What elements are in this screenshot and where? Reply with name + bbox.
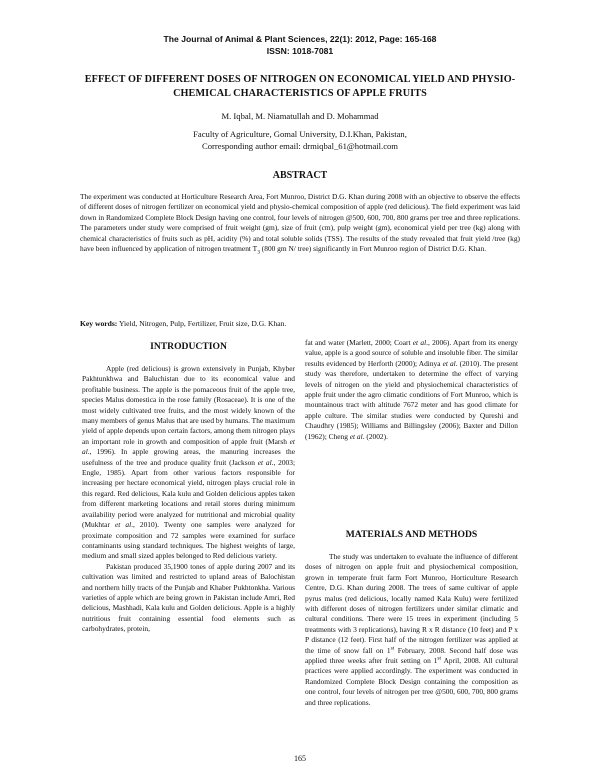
- journal-issn: ISSN: 1018-7081: [266, 46, 334, 56]
- corresponding-email: Corresponding author email: drmiqbal_61@hotmail.com: [202, 141, 398, 151]
- keywords-text: Yield, Nitrogen, Pulp, Fertilizer, Fruit size, D.G. Khan.: [117, 319, 287, 328]
- abstract-text: The experiment was conducted at Horticulture Research Area, Fort Munroo, District D.G. Khan during 2008 with an objective to observe the effects of different doses of nitrogen fertilizer on economical yield and physio-chemical composition of apple (red delicious). The field experiment was laid down in Randomized Complete Block Design having one control, four levels of nitrogen @500, 600, 700, 800 grams per tree and three replications. The parameters under study were comprised of fruit weight (gm), size of fruit (cm), pulp weight (gm), economical yield per tree (kg) along with chemical characteristics of fruits such as pH, acidity (%) and total soluble solids (TSS). The results of the study revealed that fruit yield /tree (kg) have been influenced by application of nitrogen treatment $T_3$ (800 gm N/ tree) significantly in Fort Munroo region of District D.G. Khan.: [80, 192, 520, 256]
- authors: M. Iqbal, M. Niamatullah and D. Mohammad: [221, 111, 379, 121]
- methods-heading: MATERIALS AND METHODS: [345, 529, 478, 540]
- journal-citation: The Journal of Animal & Plant Sciences, 22(1): 2012, Page: 165-168: [163, 34, 437, 44]
- left-column: [82, 364, 295, 635]
- abstract-heading: ABSTRACT: [272, 170, 328, 181]
- affiliation: Faculty of Agriculture, Gomal University, D.I.Khan, Pakistan,: [193, 129, 407, 139]
- introduction-heading: INTRODUCTION: [150, 341, 227, 352]
- methods-paragraph: The study was undertaken to evaluate the influence of different doses of nitrogen on apple fruit and physiochemical composition, grown in temperate fruit farm Fort Munroo, Horticulture Research Centre, D.G. Khan during 2008. The trees of same cultivar of apple pyrus malus (red delicious, locally named Kala Kulu) were fertilized with different doses of nitrogen fertilizers under similar climatic and cultural conditions. There were 15 trees in experiment (including 5 treatments with 3 replications), having R x R distance (10 feet) and P x P distance (12 feet). First half of the nitrogen fertilizer was applied at the time of snow fall on 1st February, 2008. Second half dose was applied three weeks after fruit setting on 1st April, 2008. All cultural practices were applied accordingly. The experiment was conducted in Randomized Complete Block Design containing the composition as one control, four levels of nitrogen per tree @500, 600, 700, 800 grams and three replications.: [305, 552, 519, 707]
- keywords: [80, 319, 520, 329]
- page-number: 165: [294, 754, 306, 763]
- intro-paragraph-2: Pakistan produced 35,1900 tones of apple during 2007 and its cultivation was limited and restricted to upland areas of Balochistan and northern hilly tracts of the Punjab and Khaber Pukhtonkha. Various varieties of apple which are being grown in Pakistan include Amri, Red delicious, Mashhadi, Kala kulu and Golden delicious. Apple is a highly nutritious fruit containing essential food elements such as carbohydrates, protein,: [82, 561, 295, 634]
- keywords-label: Key words:: [80, 319, 118, 328]
- paper-title: EFFECT OF DIFFERENT DOSES OF NITROGEN ON ECONOMICAL YIELD AND PHYSIO-CHEMICAL CHARACTERISTICS OF APPLE FRUITS: [84, 74, 516, 99]
- intro-paragraph-1: Apple (red delicious) is grown extensively in Punjab, Khyber Pakhtunkhwa and Baluchistan due to its economical value and profitable business. The apple is the pomaceous fruit of the apple tree, species Malus domestica in the rose family (Rosaceae). It is one of the most widely cultivated tree fruits, and the most widely known of the many members of genus Malus that are used by humans. The maximum yield of apple depends upon certain factors, among them nitrogen plays an important role in growth and composition of apple fruit (Marsh et al., 1996). In apple growing areas, the manuring increases the usefulness of the tree and produce quality fruit (Jackson et al., 2003; Engle, 1985). Apart from other various factors responsible for increasing per hectare economical yield, nitrogen plays crucial role in this regard. Red delicious, Kala kulu and Golden delicious apples taken from different marketing locations and retail stores during minimum availability period were analyzed for nutritional and microbial quality (Mukhtar et al., 2010). Twenty one samples were analyzed for proximate composition and 72 samples were examined for surface contaminants using standard techniques. The highest weights of large, medium and small sized apples belonged to Red delicious variety.: [82, 364, 295, 561]
- intro-paragraph-3: fat and water (Marlett, 2000; Coart et al., 2006). Apart from its energy value, apple is a good source of soluble and insoluble fiber. The similar results evidenced by Herforth (2000); Adinya et al. (2010). The present study was therefore, undertaken to determine the effect of varying levels of nitrogen on the yield and physiochemical characteristics of apple fruit under the agro climatic conditions of Fort Munroo, which is mountainous tract with altitude 7672 meter and has good climate for apple culture. The similar studies were conducted by Qureshi and Chaudhry (1985); Williams and Billingsley (2006); Baxter and Dillon (1962); Cheng et al. (2002).: [305, 338, 519, 441]
